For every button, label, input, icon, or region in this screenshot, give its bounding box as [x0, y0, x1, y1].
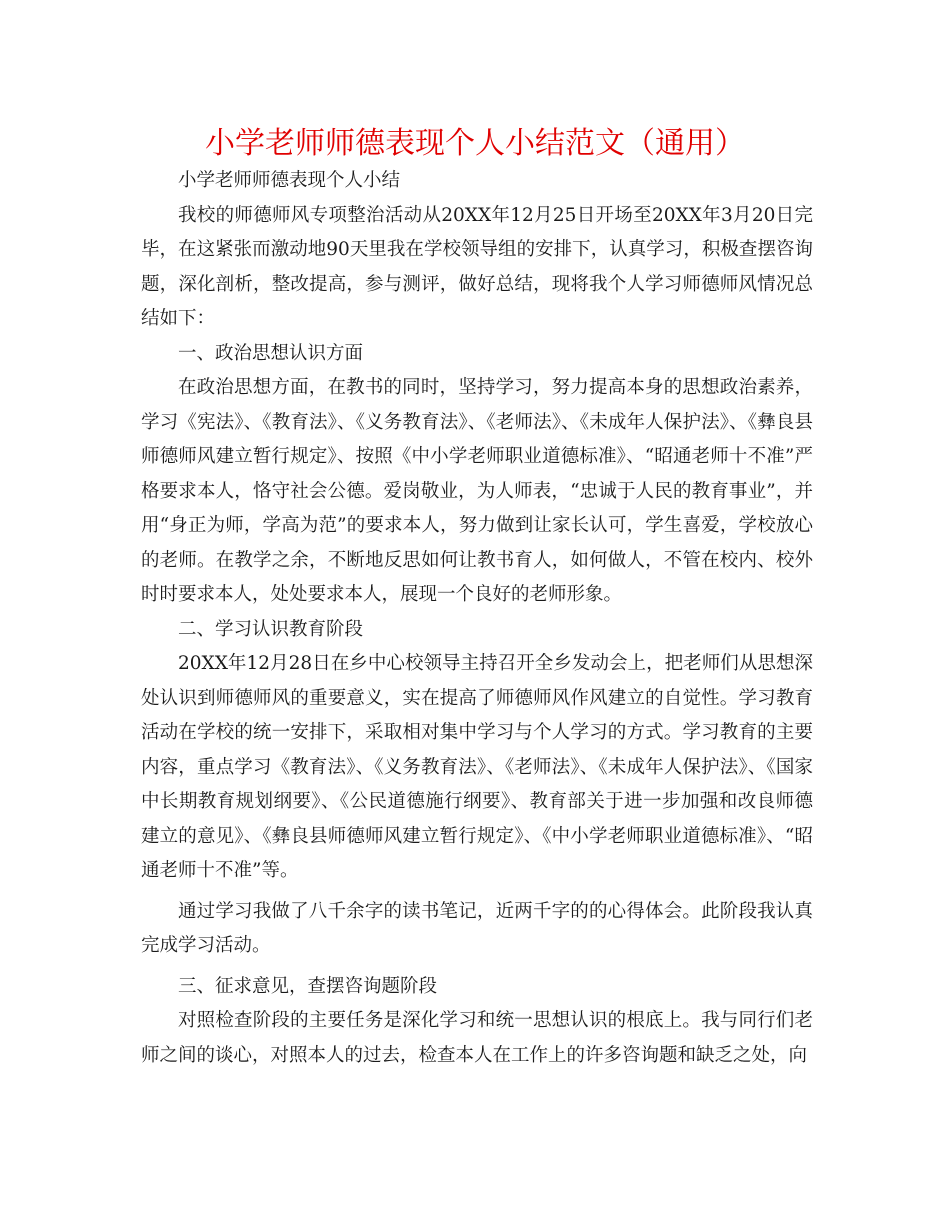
document-subtitle: 小学老师师德表现个人小结	[178, 170, 401, 191]
section1-heading: 一、政治思想认识方面	[178, 342, 364, 364]
section3-heading: 三、征求意见，查摆咨询题阶段	[178, 975, 438, 997]
section2-paragraph-2: 通过学习我做了八千余字的读书笔记，近两千字的的心得体会。此阶段我认真完成学习活动。	[141, 900, 813, 956]
intro-paragraph: 我校的师德师风专项整治活动从20XX年12月25日开场至20XX年3月20日完毕，在这紧张而激动地90天里我在学校领导组的安排下，认真学习，积极查摆咨询题，深化剖析，整改提高，参与测评，做好总结，现将我个人学习师德师风情况总结如下：	[141, 204, 813, 329]
document-body	[141, 164, 813, 1073]
section2-heading: 二、学习认识教育阶段	[178, 618, 364, 640]
section1-paragraph: 在政治思想方面，在教书的同时，坚持学习，努力提高本身的思想政治素养，学习《宪法》、《教育法》、《义务教育法》、《老师法》、《未成年人保护法》、《彝良县师德师风建立暂行规定》、按照《中小学老师职业道德标准》、“昭通老师十不准”严格要求本人，恪守社会公德。爱岗敬业，为人师表，“忠诚于人民的教育事业”，并用“身正为师，学高为范”的要求本人，努力做到让家长认可，学生喜爱，学校放心的老师。在教学之余，不断地反思如何让教书育人，如何做人，不管在校内、校外时时要求本人，处处要求本人，展现一个良好的老师形象。	[141, 377, 813, 605]
section3-paragraph: 对照检查阶段的主要任务是深化学习和统一思想认识的根底上。我与同行们老师之间的谈心，对照本人的过去，检查本人在工作上的许多咨询题和缺乏之处，向	[141, 1010, 813, 1066]
section2-paragraph: 20XX年12月28日在乡中心校领导主持召开全乡发动会上，把老师们从思想深处认识到师德师风的重要意义，实在提高了师德师风作风建立的自觉性。学习教育活动在学校的统一安排下，采取相对集中学习与个人学习的方式。学习教育的主要内容，重点学习《教育法》、《义务教育法》、《老师法》、《未成年人保护法》、《国家中长期教育规划纲要》、《公民道德施行纲要》、教育部关于进一步加强和改良师德建立的意见》、《彝良县师德师风建立暂行规定》、《中小学老师职业道德标准》、“昭通老师十不准”等。	[141, 653, 813, 881]
document-title: 小学老师师德表现个人小结范文（通用）	[205, 126, 745, 161]
